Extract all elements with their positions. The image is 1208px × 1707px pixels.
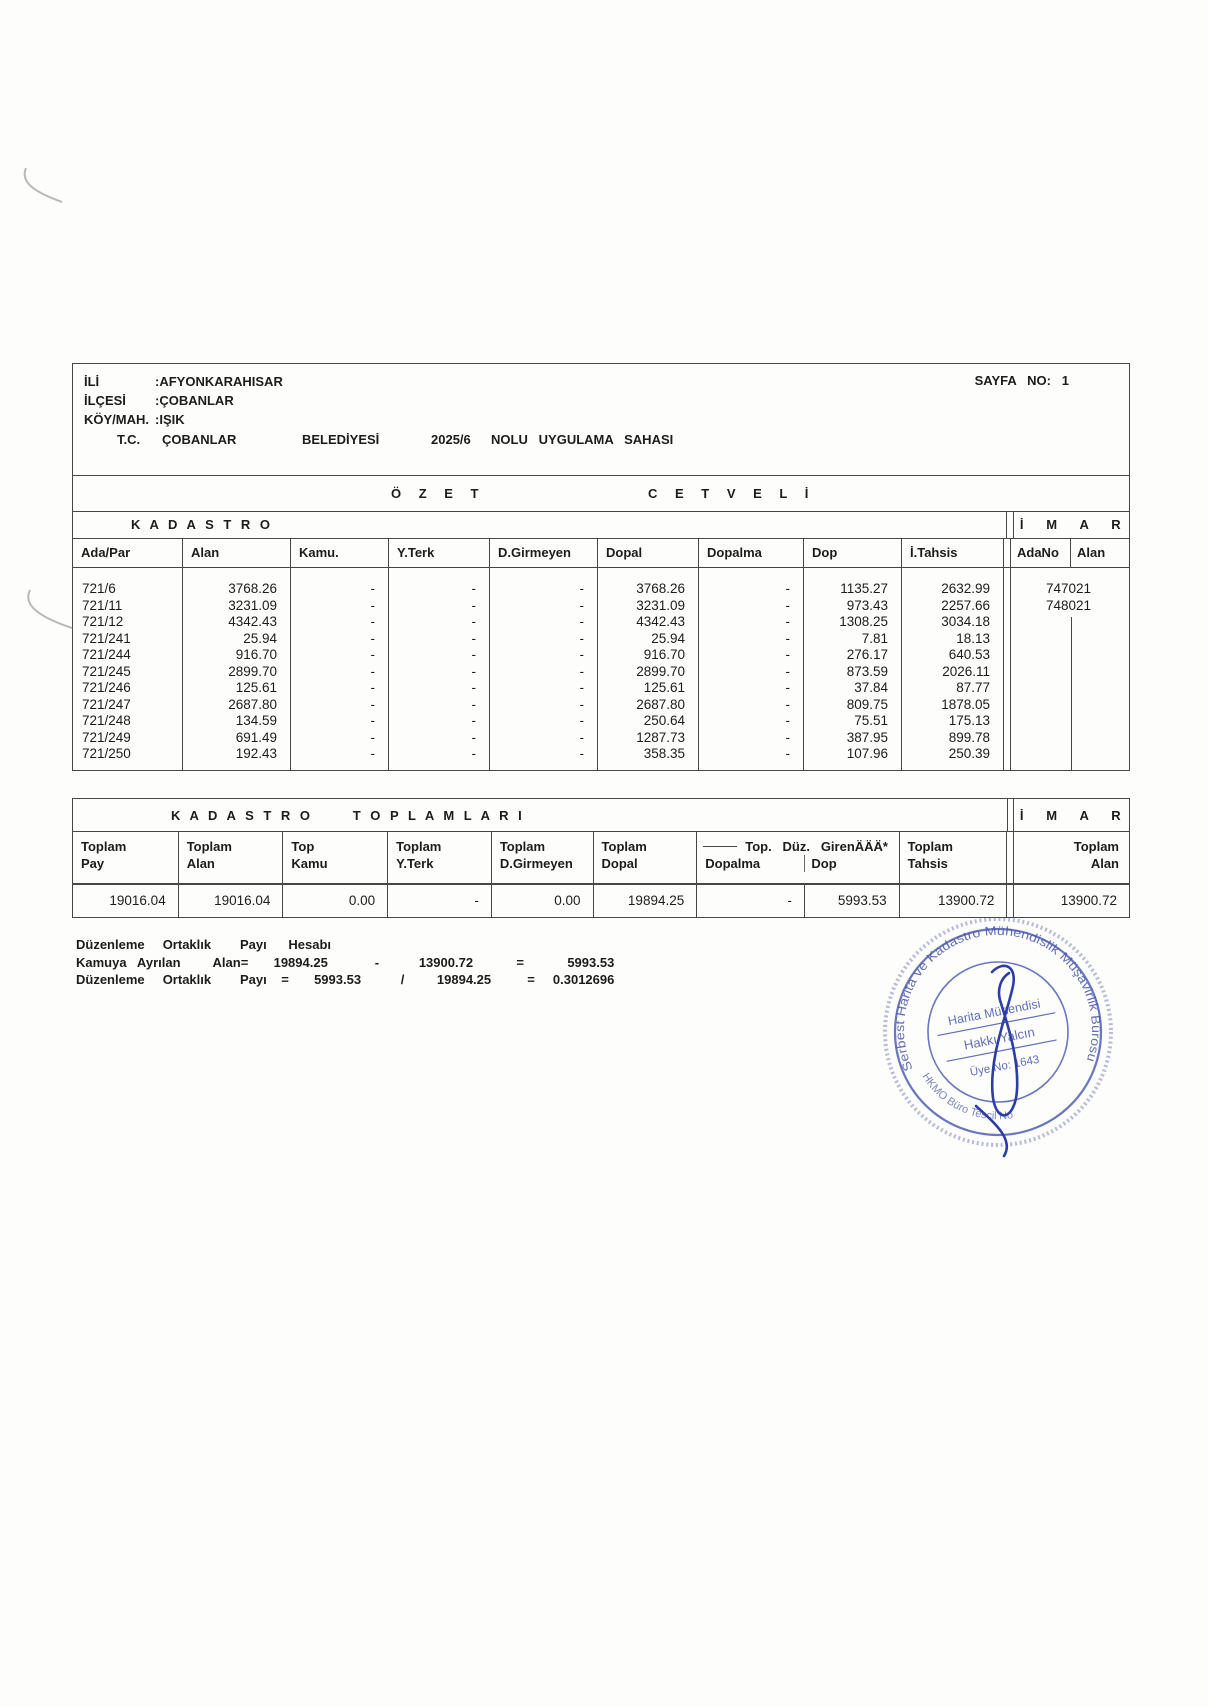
cell: - [579, 614, 584, 629]
koymah-label: KÖY/MAH. [84, 412, 149, 427]
koymah-value: :IŞIK [155, 412, 185, 427]
scan-mark [25, 168, 62, 202]
imar-ada-value: 748021 [1045, 597, 1092, 613]
cell: - [471, 696, 476, 712]
tc-label: T.C. [117, 432, 141, 447]
cell: 358.35 [643, 746, 685, 761]
tot-header-alan [179, 832, 284, 883]
column-imar [1011, 568, 1126, 770]
cell: - [579, 647, 584, 662]
col-header-adapar: Ada/Par [73, 539, 183, 567]
page-number: SAYFA NO: 1 [974, 373, 1069, 388]
cell: 3231.09 [228, 597, 277, 613]
cell: 2632.99 [941, 581, 990, 596]
tot-header-dopal [594, 832, 698, 883]
cell: - [471, 597, 476, 613]
tot-header-line: Kamu [291, 856, 328, 871]
tot-header-kamu [283, 832, 388, 883]
cell: - [579, 581, 584, 596]
imar-ada-value: 747021 [1045, 581, 1092, 596]
cell: - [370, 581, 375, 596]
col-header-imar-alan: Alan [1077, 545, 1106, 560]
col-header-itahsis: İ.Tahsis [902, 539, 1004, 567]
calc-line-2: Kamuya Ayrılan Alan= 19894.25 - 13900.72 = 5993.53 [76, 954, 615, 970]
tot-header-line: Tahsis [907, 856, 948, 871]
totals-section-label: K A D A S T R O T O P L A M L A R I [171, 808, 525, 823]
scan-mark [28, 590, 72, 628]
cell: 721/245 [82, 663, 131, 679]
stamp-name-line: Hakkı Yalcın [962, 1024, 1036, 1053]
cell: - [370, 746, 375, 761]
header-box [72, 363, 1130, 476]
cell: - [785, 696, 790, 712]
tot-value-imar-alan: 13900.72 [1060, 893, 1117, 908]
double-line-divider [1006, 512, 1014, 538]
tot-group-label: Top. Düz. GirenÄÄÄ* [745, 839, 888, 854]
cell: 899.78 [948, 729, 990, 745]
engineer-stamp [876, 910, 1124, 1168]
plan-suffix: NOLU UYGULAMA SAHASI [491, 432, 674, 447]
cell: - [370, 680, 375, 695]
tot-header-dopalma: Dopalma [705, 856, 761, 871]
tot-value-dgirmeyen: 0.00 [492, 885, 594, 917]
stamp-ring-bottom-text: HKMO Büro Tescil No [919, 1071, 1014, 1123]
cell: - [785, 713, 790, 728]
cell: - [785, 647, 790, 662]
cell: - [785, 614, 790, 629]
cell: 1135.27 [840, 581, 888, 596]
cell: - [471, 614, 476, 629]
plan-no: 2025/6 [431, 432, 471, 447]
cell: - [785, 680, 790, 695]
double-line-divider [1004, 539, 1011, 567]
cell: 3768.26 [228, 581, 277, 596]
cell: 125.61 [643, 680, 685, 695]
cell: - [370, 713, 375, 728]
tot-header-line: Toplam [396, 839, 442, 854]
tot-header-dgirmeyen [492, 832, 594, 883]
imar-column-divider [1071, 617, 1072, 770]
header-row-ili [73, 372, 1129, 391]
column-dop [804, 568, 902, 770]
tot-value-pay: 19016.04 [73, 885, 179, 917]
column-itahsis [902, 568, 1004, 770]
imar-header-cells [1011, 539, 1126, 567]
cell: - [785, 746, 790, 761]
cell: - [579, 713, 584, 728]
cell: - [471, 630, 476, 646]
col-header-yterk: Y.Terk [389, 539, 490, 567]
scan-artifact-line [703, 846, 737, 847]
imar-section-label: İ M A R [1019, 517, 1124, 532]
col-header-dopalma: Dopalma [699, 539, 804, 567]
title-ozet: Ö Z E T [391, 486, 486, 501]
header-row-tc [73, 429, 1129, 450]
cell: 37.84 [854, 680, 888, 695]
cell: - [579, 680, 584, 695]
cell: 721/250 [82, 746, 131, 761]
cell: 2687.80 [228, 696, 277, 712]
cell: - [370, 630, 375, 646]
tot-header-line: Toplam [81, 839, 127, 854]
stamp-ring-text: Serbest Harita ve Kadastro Mühendislik Müşavirlik Bürosu [892, 923, 1104, 1074]
tot-value-tahsis: 13900.72 [900, 885, 1008, 917]
col-header-dop: Dop [804, 539, 902, 567]
tot-header-line: Top [291, 839, 315, 854]
tot-value-dopalma: - [697, 885, 805, 917]
tot-value-dop: 5993.53 [805, 885, 900, 917]
cell: - [579, 630, 584, 646]
double-line-divider [1007, 832, 1014, 883]
cell: - [471, 746, 476, 761]
stamp-title-line: Harita Mühendisi [946, 996, 1042, 1029]
column-yterk [389, 568, 490, 770]
cell: 4342.43 [636, 614, 685, 629]
tot-value-kamu: 0.00 [283, 885, 388, 917]
tot-header-group [697, 832, 899, 883]
cell: 134.59 [235, 713, 277, 728]
tot-group-sub-labels [697, 855, 898, 872]
title-band [72, 476, 1130, 512]
cell: 2026.11 [942, 663, 990, 679]
cell: 75.51 [854, 713, 888, 728]
col-header-adano: AdaNo [1011, 539, 1071, 567]
cell: 276.17 [846, 647, 888, 662]
tot-header-dop: Dop [804, 855, 898, 872]
tot-group-top-line [703, 838, 1003, 855]
stamp-memberno-line: Üye No: 1643 [969, 1053, 1041, 1079]
cell: 3034.18 [941, 614, 990, 629]
cell: 1287.73 [636, 729, 685, 745]
cell: 809.75 [846, 696, 888, 712]
cell: 2899.70 [636, 663, 685, 679]
col-header-dgirmeyen: D.Girmeyen [490, 539, 598, 567]
cell: 721/241 [82, 630, 131, 646]
tot-header-line: Toplam [186, 839, 232, 854]
cell: 2257.66 [941, 597, 990, 613]
column-dopal [598, 568, 699, 770]
cell: - [471, 663, 476, 679]
cell: - [471, 647, 476, 662]
cell: 973.43 [846, 597, 888, 613]
tot-header-line: D.Girmeyen [499, 856, 573, 871]
tot-header-line: Toplam [1073, 839, 1119, 854]
totals-imar-label: İ M A R [1019, 808, 1124, 823]
tot-header-line: Dopal [601, 856, 638, 871]
tot-value-alan: 19016.04 [179, 885, 284, 917]
cell: - [471, 713, 476, 728]
cell: 640.53 [948, 647, 990, 662]
cell: 916.70 [235, 647, 277, 662]
cell: 25.94 [243, 630, 277, 646]
cell: 721/12 [82, 614, 124, 629]
calc-line-3: Düzenleme Ortaklık Payı = 5993.53 / 19894.25 = 0.3012696 [76, 972, 615, 987]
cell: - [370, 614, 375, 629]
totals-column-header-row [72, 832, 1130, 885]
ilcesi-label: İLÇESİ [84, 393, 126, 408]
cell: 2687.80 [636, 696, 685, 712]
header-row-ilcesi [73, 391, 1129, 410]
tot-value-yterk: - [388, 885, 492, 917]
col-header-alan: Alan [183, 539, 291, 567]
cell: - [370, 647, 375, 662]
cell: - [579, 746, 584, 761]
cell: - [579, 696, 584, 712]
cell: 721/11 [82, 597, 123, 613]
cell: - [370, 696, 375, 712]
beledesi-label: BELEDİYESİ [302, 432, 380, 447]
cell: 721/249 [82, 729, 131, 745]
cell: - [785, 729, 790, 745]
stamp-graphic [876, 910, 1124, 1168]
ilcesi-value: :ÇOBANLAR [155, 393, 234, 408]
scan-artifacts [0, 0, 90, 1100]
kadastro-section-label: K A D A S T R O [131, 517, 274, 532]
cell: - [785, 581, 790, 596]
cell: 18.13 [956, 630, 990, 646]
cell: 250.39 [948, 746, 990, 761]
cell: 125.61 [235, 680, 277, 695]
cell: - [785, 597, 790, 613]
column-dopalma [699, 568, 804, 770]
cell: - [370, 729, 375, 745]
cell: 25.94 [651, 630, 685, 646]
ili-value: :AFYONKARAHISAR [155, 374, 283, 389]
cell: 175.13 [948, 713, 990, 728]
tot-header-line: Toplam [499, 839, 546, 854]
cell: 87.77 [956, 680, 990, 695]
cell: - [785, 630, 790, 646]
cell: 1878.05 [941, 696, 990, 712]
cell: - [579, 663, 584, 679]
tot-header-line: Toplam [907, 839, 953, 854]
cell: - [370, 663, 375, 679]
cell: 873.59 [846, 663, 888, 679]
cell: - [785, 663, 790, 679]
tot-header-line: Toplam [601, 839, 647, 854]
cell: 107.96 [846, 746, 888, 761]
cell: 250.64 [643, 713, 685, 728]
municipality-name: ÇOBANLAR [162, 432, 237, 447]
cell: - [579, 597, 584, 613]
kadastro-column-header-row [72, 539, 1130, 568]
header-row-koymah [73, 410, 1129, 429]
cell: 691.49 [235, 729, 277, 745]
dop-calculation-block [76, 936, 614, 989]
cell: - [370, 597, 375, 613]
cell: 721/247 [82, 696, 131, 712]
cell: 721/248 [82, 713, 131, 728]
cell: 3768.26 [636, 581, 685, 596]
double-line-divider [1004, 568, 1011, 770]
cell: 192.43 [235, 746, 277, 761]
column-alan [183, 568, 291, 770]
col-header-dopal: Dopal [598, 539, 699, 567]
column-dgirmeyen [490, 568, 598, 770]
cell: - [579, 729, 584, 745]
tot-header-line: Y.Terk [396, 856, 434, 871]
cell: 3231.09 [636, 597, 685, 613]
tot-header-imar-alan [1014, 832, 1129, 883]
cell: - [471, 729, 476, 745]
title-cetveli: C E T V E L İ [648, 486, 816, 501]
cell: 721/6 [82, 581, 116, 596]
calc-line-1: Düzenleme Ortaklık Payı Hesabı [76, 937, 332, 952]
cell: 721/246 [82, 680, 131, 695]
totals-section-band [72, 798, 1130, 832]
col-header-kamu: Kamu. [291, 539, 389, 567]
cell: 387.95 [846, 729, 888, 745]
cell: 1308.25 [839, 614, 888, 629]
kadastro-section-band [72, 512, 1130, 539]
ili-label: İLİ [84, 374, 100, 389]
cell: 721/244 [82, 647, 131, 662]
cell: 4342.43 [228, 614, 277, 629]
double-line-divider [1007, 799, 1015, 831]
kadastro-table-body [72, 568, 1130, 771]
cell: - [471, 581, 476, 596]
tot-value-dopal: 19894.25 [594, 885, 698, 917]
tot-header-line: Alan [1090, 856, 1119, 871]
cell: 7.81 [861, 630, 888, 646]
tot-header-line: Alan [186, 856, 215, 871]
cell: 2899.70 [228, 663, 277, 679]
cell: 916.70 [643, 647, 685, 662]
tot-header-yterk [388, 832, 492, 883]
tot-header-line: Pay [81, 856, 105, 871]
cell: - [471, 680, 476, 695]
column-kamu [291, 568, 389, 770]
